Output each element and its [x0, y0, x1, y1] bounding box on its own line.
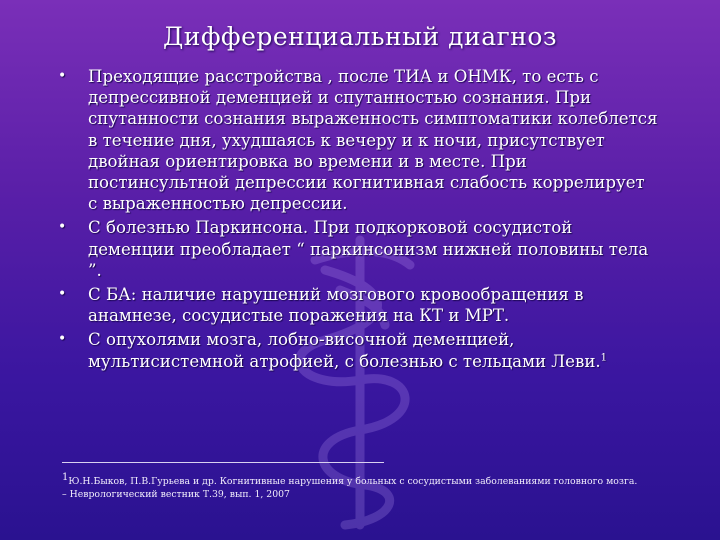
bullet-item — [58, 329, 658, 371]
footnote-line-1 — [62, 471, 682, 488]
bullet-marker: • — [58, 331, 67, 348]
bullet-marker: • — [58, 68, 67, 84]
bullet-item — [58, 217, 658, 281]
bullet-text: С БА: наличие нарушений мозгового кровообращения в анамнезе, сосудистые поражения на КТ и МРТ. — [88, 285, 584, 326]
footnote-divider — [62, 462, 384, 463]
bullet-item — [58, 284, 658, 326]
slide-title: Дифференциальный диагноз — [162, 22, 558, 51]
bullet-text: С опухолями мозга, лобно-височной деменцией, мультисистемной атрофией, с болезнью с тельцами Леви. — [88, 330, 601, 371]
bullet-marker: • — [58, 219, 67, 236]
bullet-text: Преходящие расстройства , после ТИА и ОНМК, то есть с депрессивной деменцией и спутанностью сознания. При спутанности сознания выраженность симптоматики колеблется в течение дня, ухудшаясь к вечеру и к ночи, присутствует двойная ориентировка во времени и в месте. При постинсультной депрессии когнитивная слабость коррелирует с выраженностью депрессии. — [88, 67, 658, 214]
footnote-ref: 1 — [600, 352, 608, 364]
bullet-marker: • — [58, 286, 67, 303]
footnote-line-2: – Неврологический вестник Т.39, вып. 1, 2007 — [62, 489, 290, 500]
bullet-item — [58, 66, 658, 214]
footnote-citation: Ю.Н.Быков, П.В.Гурьева и др. Когнитивные нарушения у больных с сосудистыми заболеваниями головного мозга. — [68, 476, 638, 487]
footnote-marker: 1 — [62, 471, 69, 483]
bullet-list — [58, 66, 658, 375]
bullet-text: С болезнью Паркинсона. При подкорковой сосудистой деменции преобладает “ паркинсонизм нижней половины тела ”. — [88, 218, 649, 280]
footnote — [62, 471, 682, 501]
